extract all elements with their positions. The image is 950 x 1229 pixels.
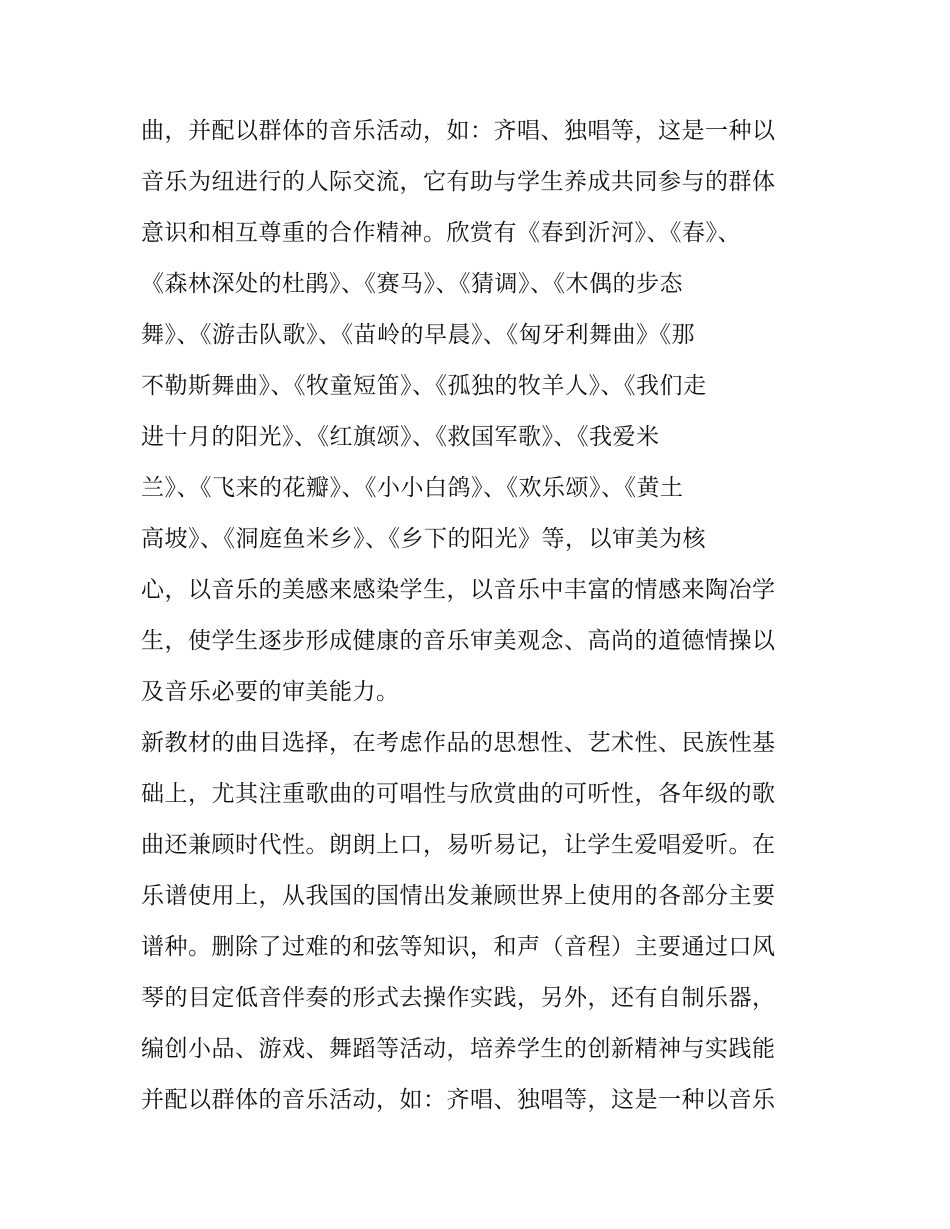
body-text xyxy=(141,106,821,1126)
text-line: 曲还兼顾时代性。朗朗上口，易听易记，让学生爱唱爱听。在 xyxy=(141,832,776,858)
text-line: 心，以音乐的美感来感染学生，以音乐中丰富的情感来陶冶学 xyxy=(141,577,776,603)
text-line: 编创小品、游戏、舞蹈等活动，培养学生的创新精神与实践能 xyxy=(141,1036,776,1062)
text-line: 乐谱使用上，从我国的国情出发兼顾世界上使用的各部分主要 xyxy=(141,883,776,909)
text-line: 不勒斯舞曲》、《牧童短笛》、《孤独的牧羊人》、《我们走 xyxy=(141,373,707,399)
text-line: 琴的目定低音伴奏的形式去操作实践，另外，还有自制乐器， xyxy=(141,985,776,1011)
text-line: 曲，并配以群体的音乐活动，如：齐唱、独唱等，这是一种以 xyxy=(141,118,776,144)
text-line: 音乐为纽进行的人际交流，它有助与学生养成共同参与的群体 xyxy=(141,169,776,195)
text-line: 意识和相互尊重的合作精神。欣赏有《春到沂河》、《春》、 xyxy=(141,220,741,246)
text-line: 舞》、《游击队歌》、《苗岭的早晨》、《匈牙利舞曲》《那 xyxy=(141,322,695,348)
text-line: 兰》、《飞来的花瓣》、《小小白鸽》、《欢乐颂》、《黄土 xyxy=(141,475,684,501)
text-line: 进十月的阳光》、《红旗颂》、《救国军歌》、《我爱米 xyxy=(141,424,660,450)
text-line: 并配以群体的音乐活动，如：齐唱、独唱等，这是一种以音乐 xyxy=(141,1087,776,1113)
text-line: 谱种。删除了过难的和弦等知识，和声（音程）主要通过口风 xyxy=(141,934,776,960)
text-line: 生，使学生逐步形成健康的音乐审美观念、高尚的道德情操以 xyxy=(141,628,776,654)
text-line: 新教材的曲目选择，在考虑作品的思想性、艺术性、民族性基 xyxy=(141,730,776,756)
text-line: 础上，尤其注重歌曲的可唱性与欣赏曲的可听性，各年级的歌 xyxy=(141,781,776,807)
text-line: 高坡》、《洞庭鱼米乡》、《乡下的阳光》等，以审美为核 xyxy=(141,526,706,552)
text-line: 《森林深处的杜鹃》、《赛马》、《猜调》、《木偶的步态 xyxy=(141,271,683,297)
text-line: 及音乐必要的审美能力。 xyxy=(141,679,400,705)
